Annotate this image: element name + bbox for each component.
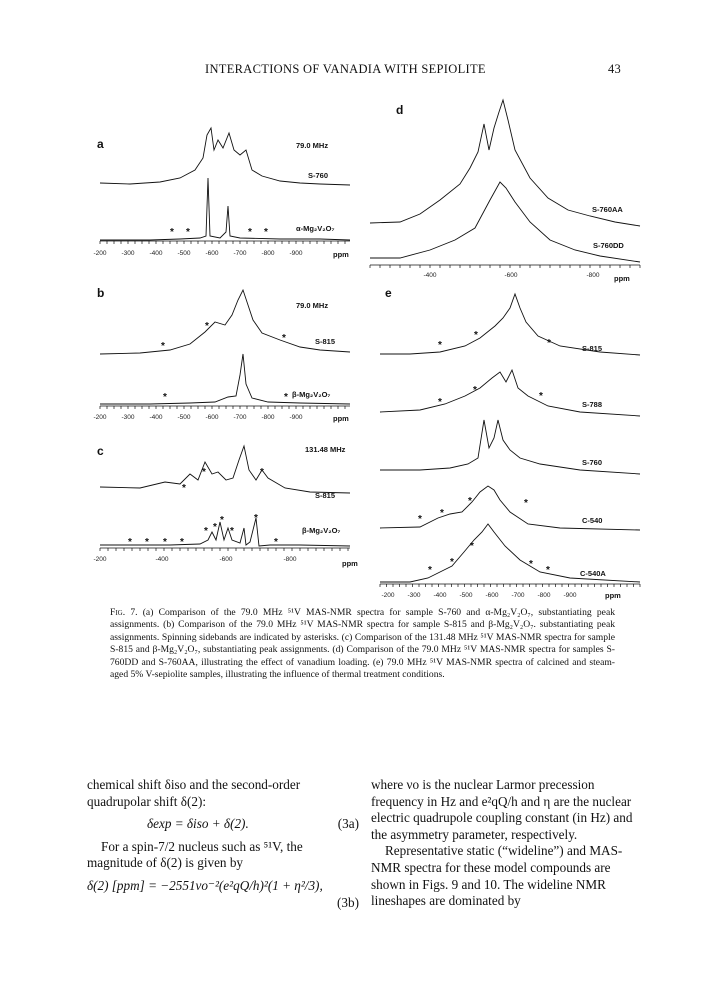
panel-d-unit: ppm (614, 274, 630, 283)
panel-c-tick-3: -600 (219, 556, 233, 563)
panel-e-letter: e (385, 286, 392, 300)
sideband-star: * (474, 330, 478, 341)
panel-a-tick-2: -300 (121, 250, 135, 257)
panel-e-tick-8: -900 (563, 592, 577, 599)
panel-e-label-5: C-540A (580, 569, 606, 578)
panel-e-label-4: C-540 (582, 516, 603, 525)
left-paragraph-2: For a spin-7/2 nucleus such as ⁵¹V, the magnitude of δ(2) is given by (87, 838, 303, 871)
panel-e-tick-5: -600 (485, 592, 499, 599)
sideband-star: * (274, 537, 278, 548)
panel-a-tick-5: -600 (205, 250, 219, 257)
panel-b-tick-2: -300 (121, 414, 135, 421)
panel-b-tick-8: -900 (289, 414, 303, 421)
panel-a-letter: a (97, 137, 104, 151)
panel-b-tick-1: -200 (93, 414, 107, 421)
sideband-star: * (145, 537, 149, 548)
panel-c-unit: ppm (342, 559, 358, 568)
sideband-star: * (170, 227, 174, 238)
sideband-star: * (186, 227, 190, 238)
left-column (87, 777, 359, 911)
panel-b-tick-4: -500 (177, 414, 191, 421)
sideband-star: * (450, 557, 454, 568)
panel-e-tick-7: -800 (537, 592, 551, 599)
panel-c-top-label: S-815 (315, 491, 336, 500)
sideband-star: * (539, 391, 543, 402)
equation-3a-body: δexp = δiso + δ(2). (147, 816, 249, 832)
panel-a-freq: 79.0 MHz (296, 141, 329, 150)
panel-e-label-2: S-788 (582, 400, 603, 409)
panel-c-tick-2: -400 (155, 556, 169, 563)
panel-b-tick-6: -700 (233, 414, 247, 421)
spectrum-d-bottom (370, 182, 640, 262)
spectrum-e-2 (380, 370, 640, 416)
panel-c-letter: c (97, 444, 104, 458)
panel-e-label-3: S-760 (582, 458, 603, 467)
panel-e-tick-4: -500 (459, 592, 473, 599)
sideband-star: * (182, 483, 186, 494)
sideband-star: * (440, 508, 444, 519)
sideband-star: * (204, 526, 208, 537)
sideband-star: * (163, 537, 167, 548)
right-paragraph-1: where νo is the nuclear Larmor precession frequency in Hz and e²qQ/h and η are the nuclear electric quadrupole coupling constant (in Hz) and the asymmetry parameter, respectively. (371, 777, 633, 842)
panel-d-letter: d (396, 103, 404, 117)
sideband-star: * (473, 385, 477, 396)
sideband-star: * (547, 338, 551, 349)
panel-a-tick-7: -800 (261, 250, 275, 257)
panel-a-top-label: S-760 (308, 171, 329, 180)
panel-b-bottom-label: β-Mg₂V₂O₇ (292, 390, 331, 399)
sideband-star: * (205, 321, 209, 332)
sideband-star: * (220, 515, 224, 526)
sideband-star: * (254, 513, 258, 524)
right-column (371, 777, 641, 910)
sideband-star: * (524, 498, 528, 509)
panel-d-top-label: S-760AA (592, 205, 623, 214)
equation-3a (87, 816, 359, 833)
sideband-star: * (180, 537, 184, 548)
panel-b-tick-7: -800 (261, 414, 275, 421)
sideband-star: * (546, 565, 550, 576)
sideband-star: * (260, 467, 264, 478)
sideband-star: * (128, 537, 132, 548)
panel-d-tick-2: -600 (504, 272, 518, 279)
panel-b-letter: b (97, 286, 105, 300)
sideband-star: * (248, 227, 252, 238)
sideband-star: * (428, 565, 432, 576)
left-paragraph-1: chemical shift δiso and the second-order quadrupolar shift δ(2): (87, 777, 301, 809)
sideband-star: * (438, 340, 442, 351)
panel-e-tick-6: -700 (511, 592, 525, 599)
panel-d-tick-3: -800 (586, 272, 600, 279)
panel-e-tick-2: -300 (407, 592, 421, 599)
panel-e-tick-1: -200 (381, 592, 395, 599)
panel-b-unit: ppm (333, 414, 349, 423)
sideband-star: * (468, 496, 472, 507)
sideband-star: * (470, 541, 474, 552)
panel-d-tick-1: -400 (423, 272, 437, 279)
panel-a-tick-6: -700 (233, 250, 247, 257)
running-title: INTERACTIONS OF VANADIA WITH SEPIOLITE (205, 62, 486, 76)
page-number: 43 (608, 62, 622, 76)
sideband-star: * (284, 392, 288, 403)
equation-3b: δ(2) [ppm] = −2551νo⁻²(e²qQ/h)²(1 + η²/3), (87, 877, 323, 893)
sideband-star: * (202, 467, 206, 478)
panel-a-tick-3: -400 (149, 250, 163, 257)
sideband-star: * (161, 341, 165, 352)
panel-e-tick-3: -400 (433, 592, 447, 599)
panel-a-tick-4: -500 (177, 250, 191, 257)
panel-e-unit: ppm (605, 591, 621, 600)
sideband-star: * (264, 227, 268, 238)
caption-lead: Fig. 7. (110, 607, 138, 618)
sideband-star: * (230, 526, 234, 537)
caption-text: (a) Comparison of the 79.0 MHz ⁵¹V MAS-NMR spectra for sample S-760 and α-Mg₂V₂O₇, substantiating peak assignments. (b) Comparison of the 79.0 MHz ⁵¹V MAS-NMR spectra for sample S-815 and β-Mg₂V₂O₇. substantiating peak assignments. Spinning sidebands are indicated by asterisks. (c) Comparison of the 131.48 MHz ⁵¹V MAS-NMR spectra for sample S-815 and β-Mg₂V₂O₇, substantiating peak assignments. (d) Comparison of the 79.0 MHz ⁵¹V MAS-NMR spectra for samples S-760DD and S-760AA, illustrating the effect of vanadium loading. (e) 79.0 MHz ⁵¹V MAS-NMR spectra of calcined and steam-aged 5% V-sepiolite samples, illustrating the influence of thermal treatment conditions. (110, 607, 615, 681)
panel-b-tick-3: -400 (149, 414, 163, 421)
sideband-star: * (418, 514, 422, 525)
figure-caption (110, 607, 615, 681)
right-paragraph-2: Representative static (“wideline”) and MAS-NMR spectra for these model compounds are shown in Figs. 9 and 10. The wideline NMR lineshapes are dominated by (371, 843, 623, 909)
panel-a-tick-1: -200 (93, 250, 107, 257)
panel-a-unit: ppm (333, 250, 349, 259)
panel-d-bottom-label: S-760DD (593, 241, 624, 250)
panel-c-freq: 131.48 MHz (305, 445, 346, 454)
sideband-star: * (213, 522, 217, 533)
sideband-star: * (438, 397, 442, 408)
equation-3a-number: (3a) (337, 816, 359, 832)
spectrum-b-top (100, 290, 350, 354)
sideband-star: * (529, 559, 533, 570)
panel-b-top-label: S-815 (315, 337, 336, 346)
sideband-star: * (163, 392, 167, 403)
panel-b-tick-5: -600 (205, 414, 219, 421)
panel-c-bottom-label: β-Mg₂V₂O₇ (302, 526, 341, 535)
panel-b-freq: 79.0 MHz (296, 301, 329, 310)
panel-a-tick-8: -900 (289, 250, 303, 257)
panel-c-tick-1: -200 (93, 556, 107, 563)
sideband-star: * (282, 333, 286, 344)
panel-c-tick-4: -800 (283, 556, 297, 563)
panel-e-label-1: S-815 (582, 344, 603, 353)
equation-3b-number: (3b) (337, 894, 359, 910)
panel-a-bottom-label: α-Mg₂V₂O₇ (296, 224, 335, 233)
